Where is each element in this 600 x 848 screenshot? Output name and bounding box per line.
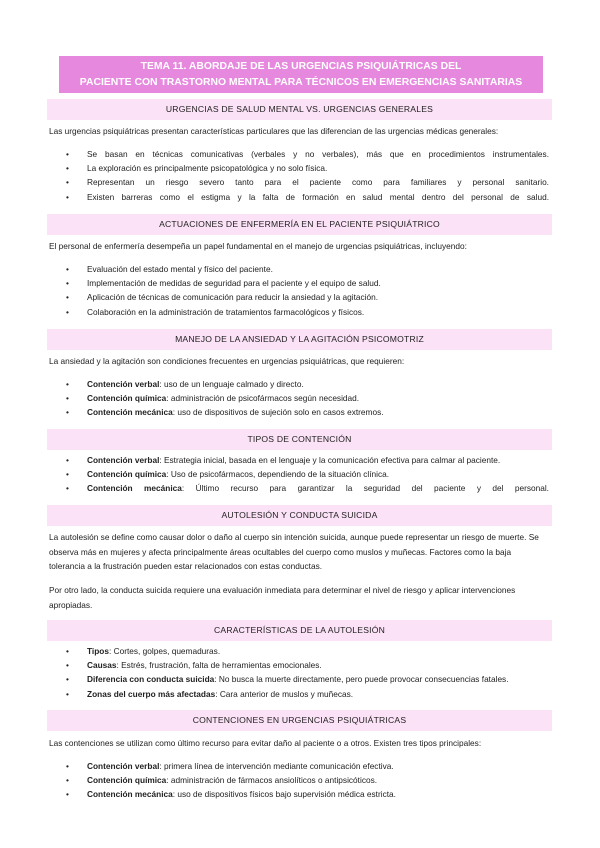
list-item: • La exploración es principalmente psicopatológica y no solo física. xyxy=(49,161,549,175)
section-intro: Las urgencias psiquiátricas presentan características particulares que las diferencian de las urgencias médicas generales: xyxy=(49,126,499,136)
list-item: • Colaboración en la administración de tratamientos farmacológicos y físicos. xyxy=(49,305,549,319)
bullet-list xyxy=(49,453,549,496)
item-term: Tipos xyxy=(87,646,109,656)
item-text: : Cortes, golpes, quemaduras. xyxy=(108,646,221,656)
title-line-2: PACIENTE CON TRASTORNO MENTAL PARA TÉCNICOS EN EMERGENCIAS SANITARIAS xyxy=(79,77,523,88)
title-banner xyxy=(59,56,543,93)
item-term: Contención verbal xyxy=(87,455,160,465)
item-term: Zonas del cuerpo más afectadas xyxy=(87,688,216,699)
list-item xyxy=(49,759,549,773)
list-item xyxy=(49,467,549,481)
section-heading-autolesion: AUTOLESIÓN Y CONDUCTA SUICIDA xyxy=(47,505,552,526)
conducta-suicida-paragraph: Por otro lado, la conducta suicida requiere una evaluación inmediata para determinar el nivel de riesgo y aplicar intervenciones apropiadas. xyxy=(49,585,516,610)
list-item: • Se basan en técnicas comunicativas (verbales y no verbales), más que en procedimientos instrumentales. xyxy=(49,147,549,161)
section-intro: La ansiedad y la agitación son condiciones frecuentes en urgencias psiquiátricas, que requieren: xyxy=(49,356,405,366)
bullet-list xyxy=(49,147,549,204)
item-text: : uso de dispositivos de sujeción solo en casos extremos. xyxy=(172,407,384,418)
list-item xyxy=(49,658,549,672)
list-item: • Representan un riesgo severo tanto para el paciente como para familiares y personal sanitario. xyxy=(49,175,549,189)
item-term: Contención mecánica xyxy=(87,483,182,494)
item-term: Diferencia con conducta suicida xyxy=(87,674,215,685)
list-item xyxy=(49,481,549,495)
item-term: Contención mecánica xyxy=(87,407,173,418)
item-text: : primera línea de intervención mediante comunicación efectiva. xyxy=(159,761,394,771)
list-item xyxy=(49,787,549,801)
list-item: • Aplicación de técnicas de comunicación para reducir la ansiedad y la agitación. xyxy=(49,290,549,304)
section-intro: Las contenciones se utilizan como último recurso para evitar daño al paciente o a otros. Existen tres tipos principales: xyxy=(49,738,482,748)
section-heading-urgencias: URGENCIAS DE SALUD MENTAL VS. URGENCIAS GENERALES xyxy=(47,99,552,120)
list-item xyxy=(49,391,549,405)
autolesion-paragraph: La autolesión se define como causar dolor o daño al cuerpo sin intención suicida, aunque puede representar un riesgo de muerte. Se observa más en mujeres y afecta principalmente áreas ocultables del cuerpo como muslos y muñecas. Factores como la baja tolerancia a la frustración pueden estar relacionados con estas conductas. xyxy=(49,532,539,571)
bullet-list xyxy=(49,759,549,802)
item-term: Causas xyxy=(87,660,117,671)
bullet-list xyxy=(49,644,549,701)
bullet-list xyxy=(49,377,549,420)
item-text: : Último recurso para garantizar la seguridad del paciente y del personal. xyxy=(181,483,549,494)
item-term: Contención verbal xyxy=(87,761,160,771)
list-item xyxy=(49,644,549,658)
list-item: • Existen barreras como el estigma y la falta de formación en salud mental dentro del personal de salud. xyxy=(49,190,549,204)
item-term: Contención química xyxy=(87,469,167,480)
item-text: : uso de dispositivos físicos bajo supervisión médica estricta. xyxy=(172,789,396,800)
section-heading-ansiedad: MANEJO DE LA ANSIEDAD Y LA AGITACIÓN PSICOMOTRIZ xyxy=(47,329,552,350)
section-heading-tipos-contencion: TIPOS DE CONTENCIÓN xyxy=(47,429,552,450)
section-intro: El personal de enfermería desempeña un papel fundamental en el manejo de urgencias psiquiátricas, incluyendo: xyxy=(49,241,467,251)
list-item xyxy=(49,687,549,701)
list-item xyxy=(49,672,549,686)
item-text: : Cara anterior de muslos y muñecas. xyxy=(215,688,354,699)
item-term: Contención química xyxy=(87,393,167,404)
item-text: : uso de un lenguaje calmado y directo. xyxy=(159,379,304,389)
item-text: : Uso de psicofármacos, dependiendo de la situación clínica. xyxy=(166,469,390,480)
item-term: Contención mecánica xyxy=(87,789,173,800)
item-text: : administración de psicofármacos según necesidad. xyxy=(166,393,360,404)
title-line-1: TEMA 11. ABORDAJE DE LAS URGENCIAS PSIQUIÁTRICAS DEL xyxy=(140,61,462,72)
section-heading-caracteristicas: CARACTERÍSTICAS DE LA AUTOLESIÓN xyxy=(47,620,552,641)
section-heading-enfermeria: ACTUACIONES DE ENFERMERÍA EN EL PACIENTE PSIQUIÁTRICO xyxy=(47,214,552,235)
list-item xyxy=(49,453,549,467)
bullet-list xyxy=(49,262,549,319)
section-heading-contenciones: CONTENCIONES EN URGENCIAS PSIQUIÁTRICAS xyxy=(47,710,552,731)
list-item xyxy=(49,773,549,787)
list-item xyxy=(49,405,549,419)
list-item xyxy=(49,377,549,391)
item-text: : No busca la muerte directamente, pero puede provocar consecuencias fatales. xyxy=(214,674,509,685)
list-item: • Implementación de medidas de seguridad para el paciente y el equipo de salud. xyxy=(49,276,549,290)
item-term: Contención verbal xyxy=(87,379,160,389)
item-text: : administración de fármacos ansiolíticos o antipsicóticos. xyxy=(166,775,378,786)
item-text: : Estrés, frustración, falta de herramientas emocionales. xyxy=(116,660,322,671)
list-item: • Evaluación del estado mental y físico del paciente. xyxy=(49,262,549,276)
item-term: Contención química xyxy=(87,775,167,786)
item-text: : Estrategia inicial, basada en el lenguaje y la comunicación efectiva para calmar al paciente. xyxy=(159,455,501,465)
